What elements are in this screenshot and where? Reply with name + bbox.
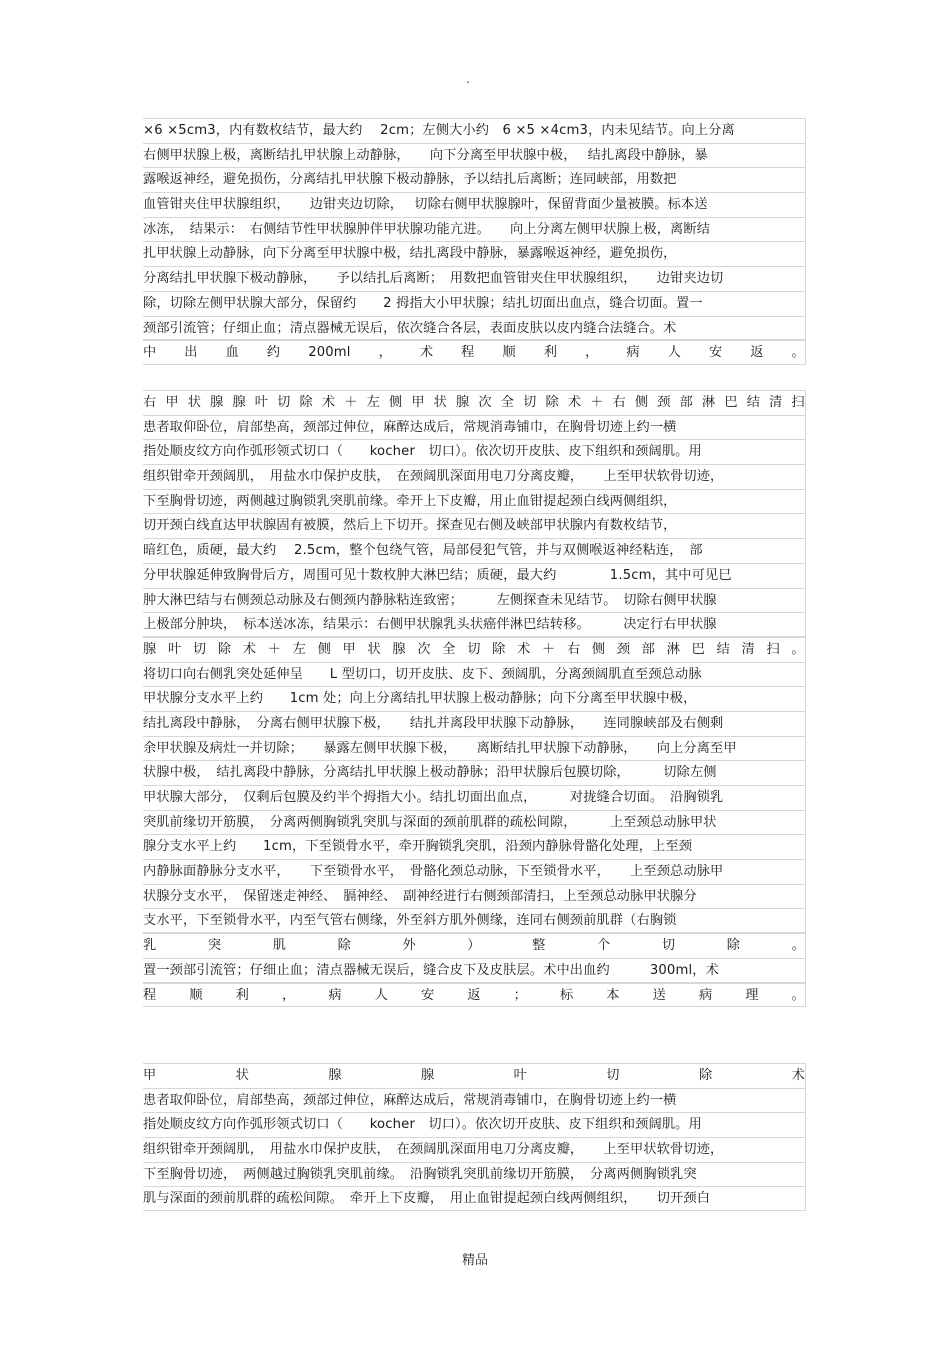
text-line: 除，切除左侧甲状腺大部分，保留约 2 拇指大小甲状腺；结扎切面出血点，缝合切面。置一 (143, 291, 806, 316)
text-char: 利 (235, 987, 249, 1003)
text-char: 血 (225, 345, 239, 361)
text-char: 除 (545, 395, 559, 410)
text-char: 全 (500, 395, 515, 410)
text-char: 叶 (254, 395, 269, 410)
text-char: 叶 (167, 641, 182, 657)
text-char: 病 (626, 345, 640, 361)
text-char: 切 (277, 395, 291, 410)
text-char: 部 (641, 641, 656, 657)
section-2-justified-line (143, 637, 806, 662)
text-char: 返 (467, 987, 481, 1003)
section-2 (143, 390, 806, 1007)
header-mark: . (466, 72, 470, 86)
text-char: 人 (374, 987, 388, 1003)
text-char: 术 (321, 395, 336, 410)
text-line: 组织钳牵开颈阔肌， 用盐水巾保护皮肤， 在颈阔肌深面用电刀分离皮瓣， 上至甲状软骨切迹， (143, 464, 806, 489)
text-line: 指处顺皮纹方向作弧形领式切口（ kocher 切口）。依次切开皮肤、皮下组织和颈阔肌。用 (143, 439, 806, 464)
text-line: 血管钳夹住甲状腺组织， 边钳夹边切除， 切除右侧甲状腺腺叶，保留背面少量被膜。标本送 (143, 192, 806, 217)
text-char: 腺 (232, 395, 246, 410)
text-char: 部 (679, 395, 693, 410)
text-line: 扎甲状腺上动静脉，向下分离至甲状腺中极，结扎离段中静脉，暴露喉返神经，避免损伤， (143, 241, 806, 266)
text-char: 侧 (388, 395, 403, 410)
text-char: ； (513, 987, 527, 1003)
text-char: 甲 (143, 1068, 157, 1083)
text-char: 右 (566, 641, 581, 657)
text-char: 除 (299, 395, 313, 410)
section-3 (143, 1063, 806, 1211)
text-char: ＋ (344, 395, 358, 410)
text-char: 病 (698, 987, 713, 1003)
text-char: 腺 (328, 1068, 342, 1083)
text-char: ） (467, 938, 481, 954)
text-char: 左 (292, 641, 306, 657)
text-char: 全 (442, 641, 456, 657)
text-char: 扫 (791, 395, 805, 410)
text-char: 除 (726, 938, 741, 954)
section-2-justified-line-3 (143, 983, 806, 1008)
text-line: 状腺分支水平， 保留迷走神经、 膈神经、 副神经进行右侧颈部清扫，上至颈总动脉甲状腺分 (143, 884, 806, 909)
text-char: 清 (769, 395, 783, 410)
text-line: 内静脉面静脉分支水平， 下至锁骨水平， 骨骼化颈总动脉，下至锁骨水平， 上至颈总动脉甲 (143, 859, 806, 884)
text-char: ， (585, 345, 599, 361)
text-char: 中 (143, 345, 157, 361)
text-line: 支水平，下至锁骨水平，内至气管右侧缘，外至斜方肌外侧缘，连同右侧颈前肌群（右胸锁 (143, 908, 806, 933)
text-line: 上极部分肿块， 标本送冰冻，结果示：右侧甲状腺乳头状癌伴淋巴结转移。 决定行右甲状腺 (143, 612, 806, 637)
text-char: 腺 (392, 641, 406, 657)
text-char: 乳 (143, 938, 157, 954)
text-char: 。 (791, 345, 805, 361)
text-char: 术 (419, 345, 434, 361)
text-char: 个 (597, 938, 611, 954)
text-char: 外 (402, 938, 416, 954)
text-char: 术 (242, 641, 257, 657)
text-char: 返 (750, 345, 764, 361)
text-line: 暗红色，质硬，最大约 2.5cm，整个包绕气管，局部侵犯气管，并与双侧喉返神经粘连， 部 (143, 538, 806, 563)
section-1-last-line (143, 340, 806, 365)
text-char: 程 (461, 345, 475, 361)
text-char: 状 (235, 1068, 249, 1083)
text-char: 肌 (272, 938, 287, 954)
text-char: 甲 (342, 641, 356, 657)
text-char: 标 (559, 987, 574, 1003)
text-char: ＋ (542, 641, 556, 657)
text-char: 理 (745, 987, 759, 1003)
text-line: 分离结扎甲状腺下极动静脉， 予以结扎后离断； 用数把血管钳夹住甲状腺组织， 边钳夹边切 (143, 266, 806, 291)
text-char: 送 (652, 987, 666, 1003)
text-line: 患者取仰卧位，肩部垫高，颈部过伸位，麻醉达成后，常规消毒铺巾，在胸骨切迹上约一横 (143, 415, 806, 440)
section-1 (143, 118, 806, 365)
text-char: 突 (207, 938, 222, 954)
text-char: 。 (791, 641, 805, 657)
text-char: 安 (708, 345, 723, 361)
text-line: 下至胸骨切迹，两侧越过胸锁乳突肌前缘。牵开上下皮瓣，用止血钳提起颈白线两侧组织， (143, 489, 806, 514)
text-char: 利 (543, 345, 558, 361)
text-char: 状 (187, 395, 202, 410)
text-char: 巴 (691, 641, 705, 657)
text-line: 颈部引流管；仔细止血；清点器械无误后，依次缝合各层，表面皮肤以皮内缝合法缝合。术 (143, 316, 806, 341)
text-char: 安 (420, 987, 435, 1003)
text-char: 甲 (411, 395, 425, 410)
text-line: 甲状腺分支水平上约 1cm 处；向上分离结扎甲状腺上极动静脉；向下分离至甲状腺中极， (143, 686, 806, 711)
text-line: 状腺中极， 结扎离段中静脉，分离结扎甲状腺上极动静脉；沿甲状腺后包膜切除， 切除左侧 (143, 760, 806, 785)
text-line: 甲状腺大部分， 仅剩后包膜及约半个拇指大小。结扎切面出血点， 对拢缝合切面。 沿胸锁乳 (143, 785, 806, 810)
text-char: 。 (791, 987, 805, 1003)
text-line: 肌与深面的颈前肌群的疏松间隙。 牵开上下皮瓣， 用止血钳提起颈白线两侧组织， 切开颈白 (143, 1186, 806, 1211)
text-char: 切 (606, 1068, 620, 1083)
text-line: 分甲状腺延伸致胸骨后方，周围可见十数枚肿大淋巴结；质硬，最大约 1.5cm，其中可见巳 (143, 563, 806, 588)
text-char: 除 (698, 1068, 713, 1083)
text-line: 置一颈部引流管；仔细止血；清点器械无误后，缝合皮下及皮肤层。术中出血约 300ml，术 (143, 958, 806, 983)
text-char: 除 (337, 938, 351, 954)
text-char: ， (378, 345, 392, 361)
text-char: ＋ (267, 641, 282, 657)
text-line: 组织钳牵开颈阔肌， 用盐水巾保护皮肤， 在颈阔肌深面用电刀分离皮瓣， 上至甲状软骨切迹， (143, 1137, 806, 1162)
text-line: 突肌前缘切开筋膜， 分离两侧胸锁乳突肌与深面的颈前肌群的疏松间隙， 上至颈总动脉甲状 (143, 810, 806, 835)
text-char: 切 (467, 641, 481, 657)
text-char: 顺 (189, 987, 203, 1003)
text-char: 侧 (317, 641, 331, 657)
text-char: 人 (667, 345, 681, 361)
text-char: 侧 (634, 395, 649, 410)
text-char: 颈 (616, 641, 631, 657)
text-char: 腺 (210, 395, 224, 410)
text-char: 顺 (502, 345, 516, 361)
text-char: 扫 (766, 641, 780, 657)
text-char: 巴 (724, 395, 738, 410)
section-2-title (143, 390, 806, 415)
text-line: ×6 ×5cm3，内有数枚结节，最大约 2cm；左侧大小约 6 ×5 ×4cm3，内未见结节。向上分离 (143, 118, 806, 143)
text-char: 次 (417, 641, 431, 657)
text-char: 状 (367, 641, 381, 657)
text-char: 甲 (165, 395, 179, 410)
text-char: 右 (612, 395, 626, 410)
text-line: 指处顺皮纹方向作弧形领式切口（ kocher 切口）。依次切开皮肤、皮下组织和颈阔肌。用 (143, 1112, 806, 1137)
text-line: 肿大淋巴结与右侧颈总动脉及右侧颈内静脉粘连致密； 左侧探查未见结节。 切除右侧甲状腺 (143, 588, 806, 613)
text-char: 淋 (701, 395, 716, 410)
text-line: 结扎离段中静脉， 分离右侧甲状腺下极， 结扎并离段甲状腺下动静脉， 连同腺峡部及右侧剩 (143, 711, 806, 736)
text-char: 术 (791, 1068, 805, 1083)
text-char: 淋 (666, 641, 681, 657)
text-char: 200ml (308, 345, 351, 361)
text-char: 整 (532, 938, 546, 954)
page-footer: 精品 (461, 1253, 488, 1268)
section-2-justified-line-2 (143, 933, 806, 958)
text-char: 右 (143, 395, 157, 410)
text-char: 叶 (513, 1068, 527, 1083)
text-char: 颈 (657, 395, 671, 410)
text-char: 程 (143, 987, 157, 1003)
text-char: 左 (366, 395, 380, 410)
text-line: 患者取仰卧位，肩部垫高，颈部过伸位，麻醉达成后，常规消毒铺巾，在胸骨切迹上约一横 (143, 1088, 806, 1113)
text-char: 除 (492, 641, 506, 657)
text-line: 腺分支水平上约 1cm，下至锁骨水平，牵开胸锁乳突肌，沿颈内静脉骨骼化处理，上至颈 (143, 834, 806, 859)
text-char: 切 (661, 938, 676, 954)
text-line: 下至胸骨切迹， 两侧越过胸锁乳突肌前缘。 沿胸锁乳突肌前缘切开筋膜， 分离两侧胸锁乳突 (143, 1162, 806, 1187)
text-char: 出 (184, 345, 198, 361)
text-char: 侧 (591, 641, 606, 657)
text-char: 清 (741, 641, 755, 657)
text-char: 本 (606, 987, 620, 1003)
text-char: 。 (791, 938, 805, 954)
text-char: 腺 (420, 1068, 435, 1083)
text-char: 次 (478, 395, 492, 410)
text-char: 术 (567, 395, 582, 410)
text-line: 露喉返神经，避免损伤，分离结扎甲状腺下极动静脉，予以结扎后离断；连同峡部，用数把 (143, 167, 806, 192)
text-char: 除 (217, 641, 232, 657)
text-char: ， (281, 987, 296, 1003)
text-char: 状 (433, 395, 448, 410)
text-char: 约 (266, 345, 281, 361)
text-line: 余甲状腺及病灶一并切除； 暴露左侧甲状腺下极， 离断结扎甲状腺下动静脉， 向上分离至甲 (143, 736, 806, 761)
text-char: 结 (716, 641, 730, 657)
text-line: 冰冻， 结果示： 右侧结节性甲状腺肿伴甲状腺功能亢进。 向上分离左侧甲状腺上极，离断结 (143, 217, 806, 242)
text-char: 结 (746, 395, 761, 410)
text-line: 将切口向右侧乳突处延伸呈 L 型切口，切开皮肤、皮下、颈阔肌，分离颈阔肌直至颈总动脉 (143, 662, 806, 687)
text-char: ＋ (590, 395, 604, 410)
section-3-title (143, 1063, 806, 1088)
text-line: 切开颈白线直达甲状腺固有被膜，然后上下切开。探查见右侧及峡部甲状腺内有数枚结节， (143, 513, 806, 538)
text-char: 腺 (143, 641, 157, 657)
text-line: 右侧甲状腺上极，离断结扎甲状腺上动静脉， 向下分离至甲状腺中极， 结扎离段中静脉，暴 (143, 143, 806, 168)
text-char: 病 (328, 987, 342, 1003)
text-char: 切 (192, 641, 207, 657)
text-char: 术 (517, 641, 531, 657)
text-char: 腺 (456, 395, 470, 410)
text-char: 切 (523, 395, 537, 410)
